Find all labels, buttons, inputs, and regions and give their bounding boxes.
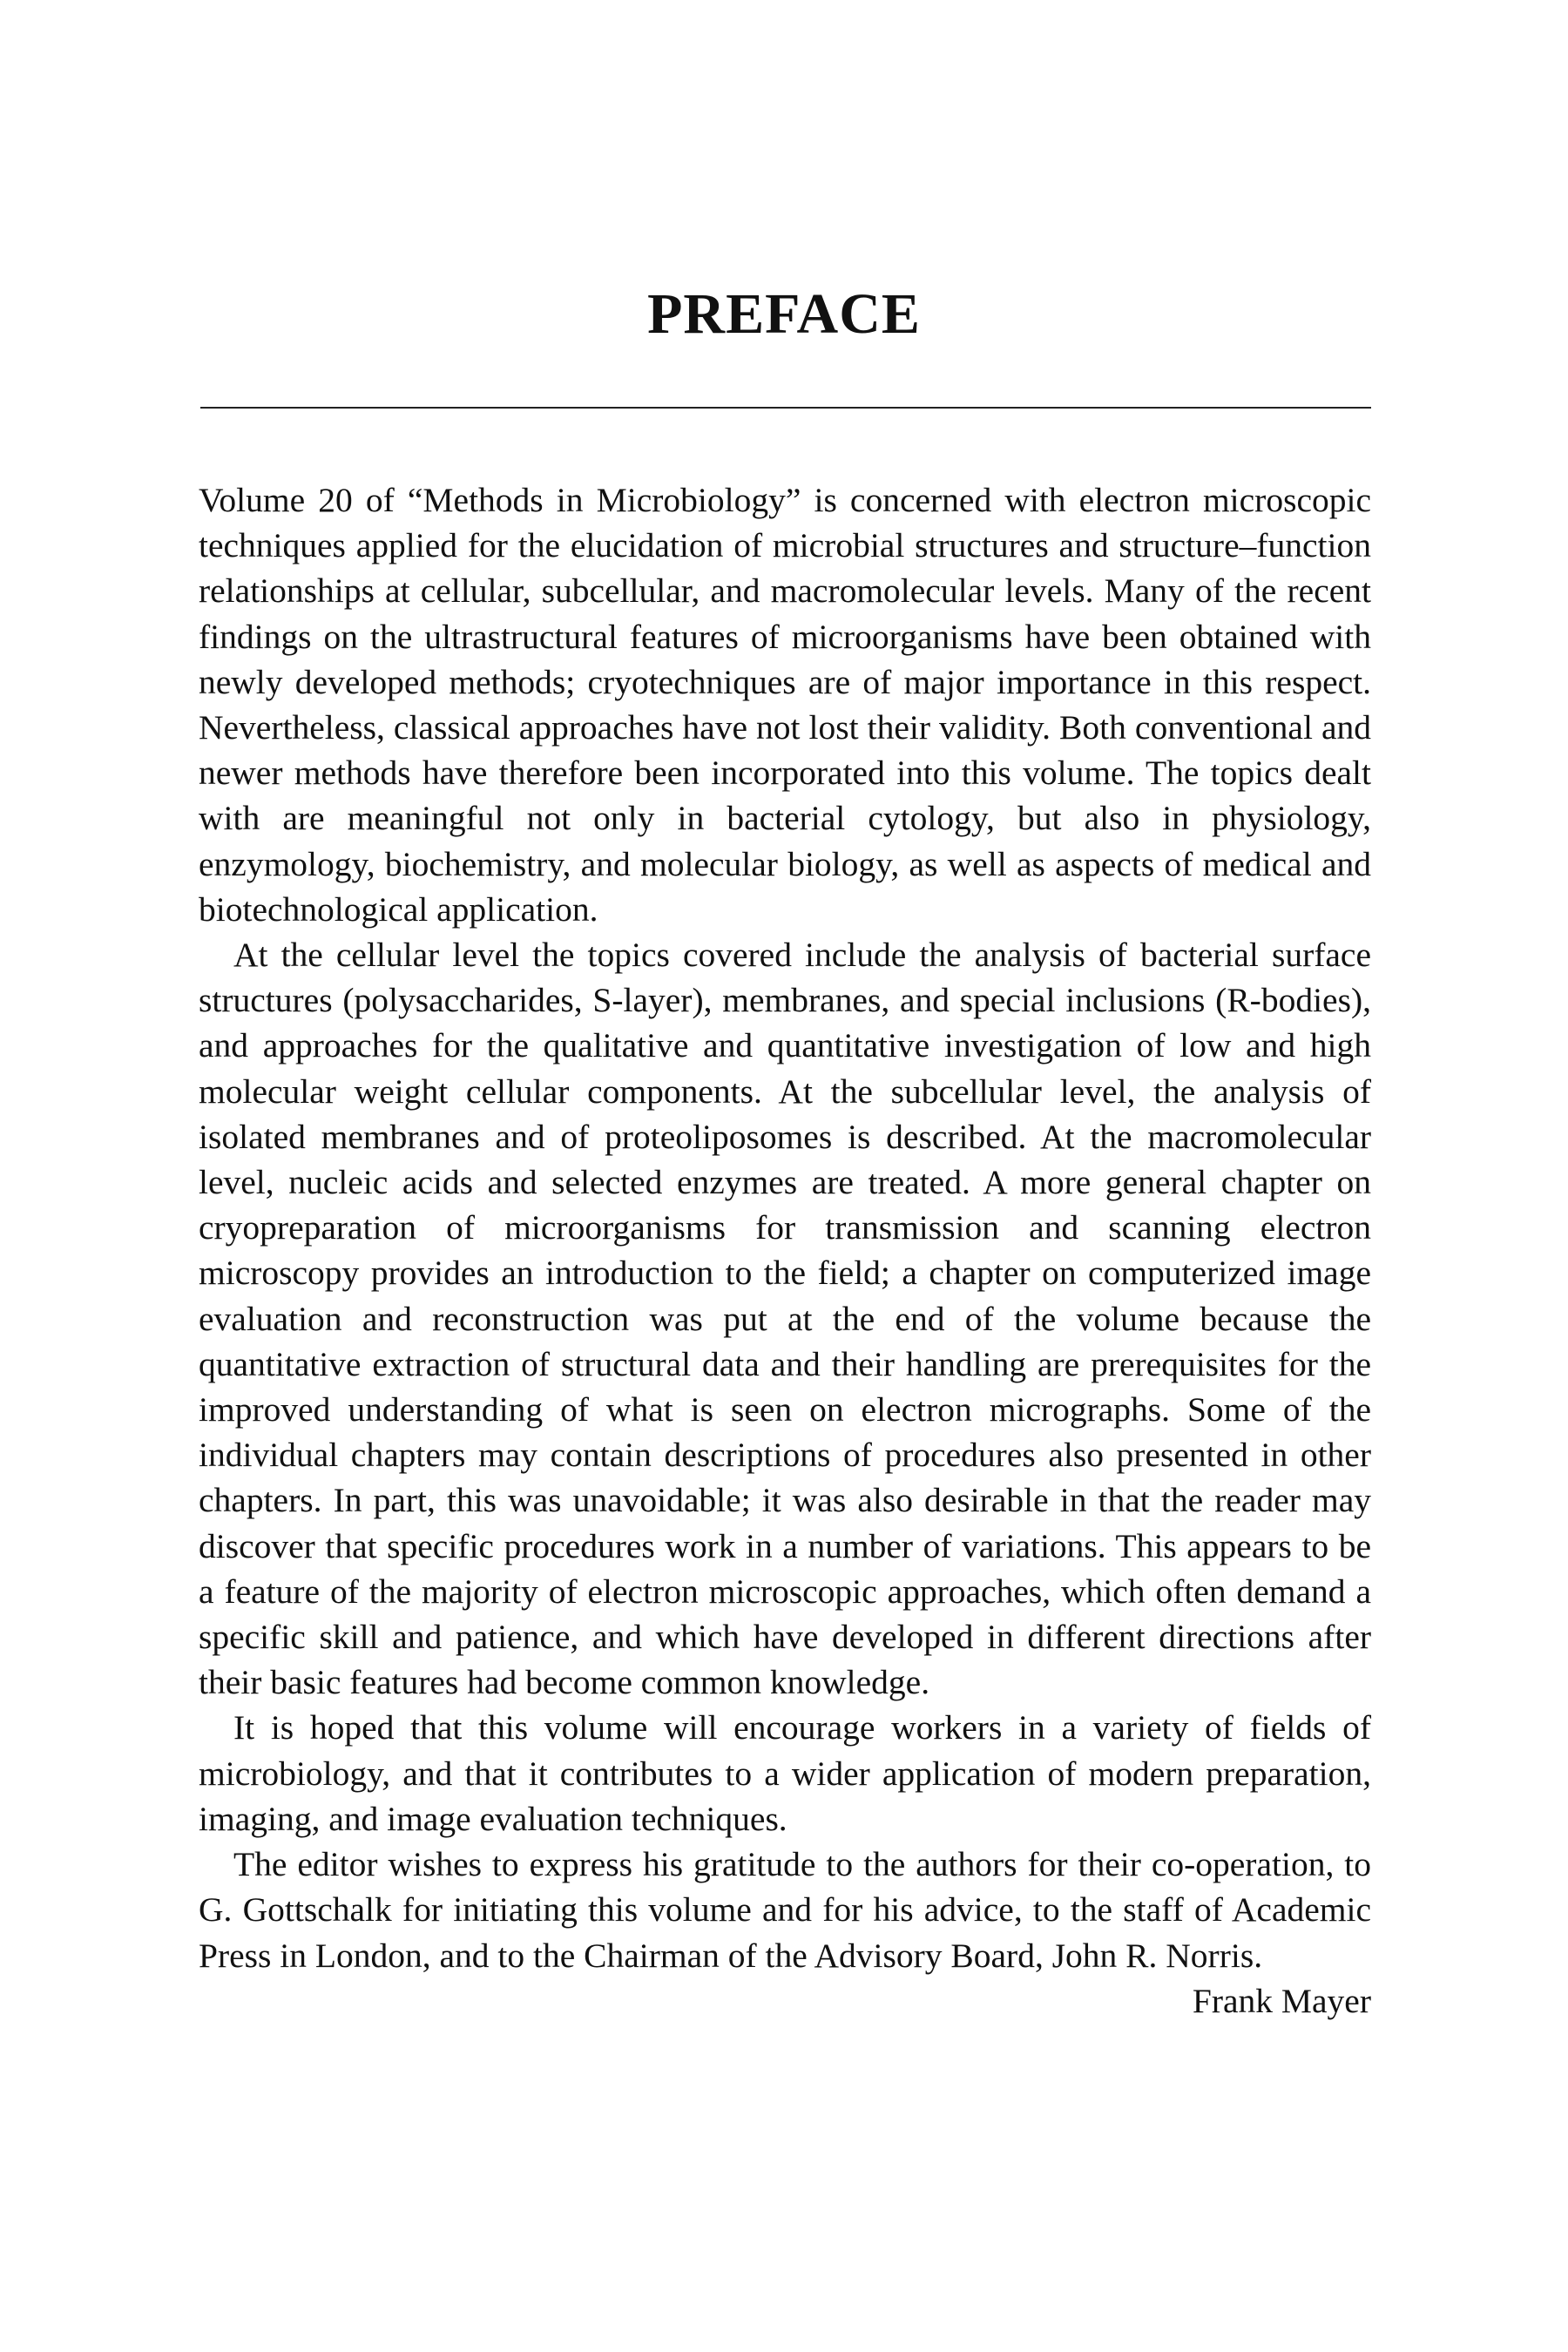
page-title: PREFACE — [647, 282, 921, 346]
signature: Frank Mayer — [1192, 1981, 1371, 2020]
paragraph-4: The editor wishes to express his gratitude to the authors for their co-operation, to G. Gottschalk for initiating this volume and for his advice, to the staff of Academic Press in London, and to the Chairman of the Advisory Board, John R. Norris. — [199, 1845, 1371, 1975]
preface-body — [199, 477, 1371, 2024]
paragraph-2: At the cellular level the topics covered include the analysis of bacterial surface structures (polysaccharides, S-layer), membranes, and special inclusions (R-bodies), and approaches for the qualitative and quantitative investigation of low and high molecular weight cellular components. At the subcellular level, the analysis of isolated membranes and of proteoliposomes is described. At the macromolecular level, nucleic acids and selected enzymes are treated. A more general chapter on cryopreparation of microorganisms for transmission and scanning electron microscopy provides an introduction to the field; a chapter on computerized image evaluation and reconstruction was put at the end of the volume because the quantitative extraction of structural data and their handling are prerequisites for the improved understanding of what is seen on electron micrographs. Some of the individual chapters may contain descriptions of procedures also presented in other chapters. In part, this was unavoidable; it was also desirable in that the reader may discover that specific procedures work in a number of variations. This appears to be a feature of the majority of electron microscopic approaches, which often demand a specific skill and patience, and which have developed in different directions after their basic features had become common knowledge. — [199, 936, 1371, 1702]
paragraph-1: Volume 20 of “Methods in Microbiology” is concerned with electron microscopic techniques applied for the elucidation of microbial structures and structure–function relationships at cellular, subcellular, and macromolecular levels. Many of the recent findings on the ultrastructural features of microorganisms have been obtained with newly developed methods; cryotechniques are of major importance in this respect. Nevertheless, classical approaches have not lost their validity. Both conventional and newer methods have therefore been incorporated into this volume. The topics dealt with are meaningful not only in bacterial cytology, but also in physiology, enzymology, biochemistry, and molecular biology, as well as aspects of medical and biotechnological application. — [199, 481, 1371, 929]
title-divider — [200, 407, 1371, 409]
paragraph-3: It is hoped that this volume will encourage workers in a variety of fields of microbiology, and that it contributes to a wider application of modern preparation, imaging, and image evaluation techniques. — [199, 1708, 1371, 1838]
